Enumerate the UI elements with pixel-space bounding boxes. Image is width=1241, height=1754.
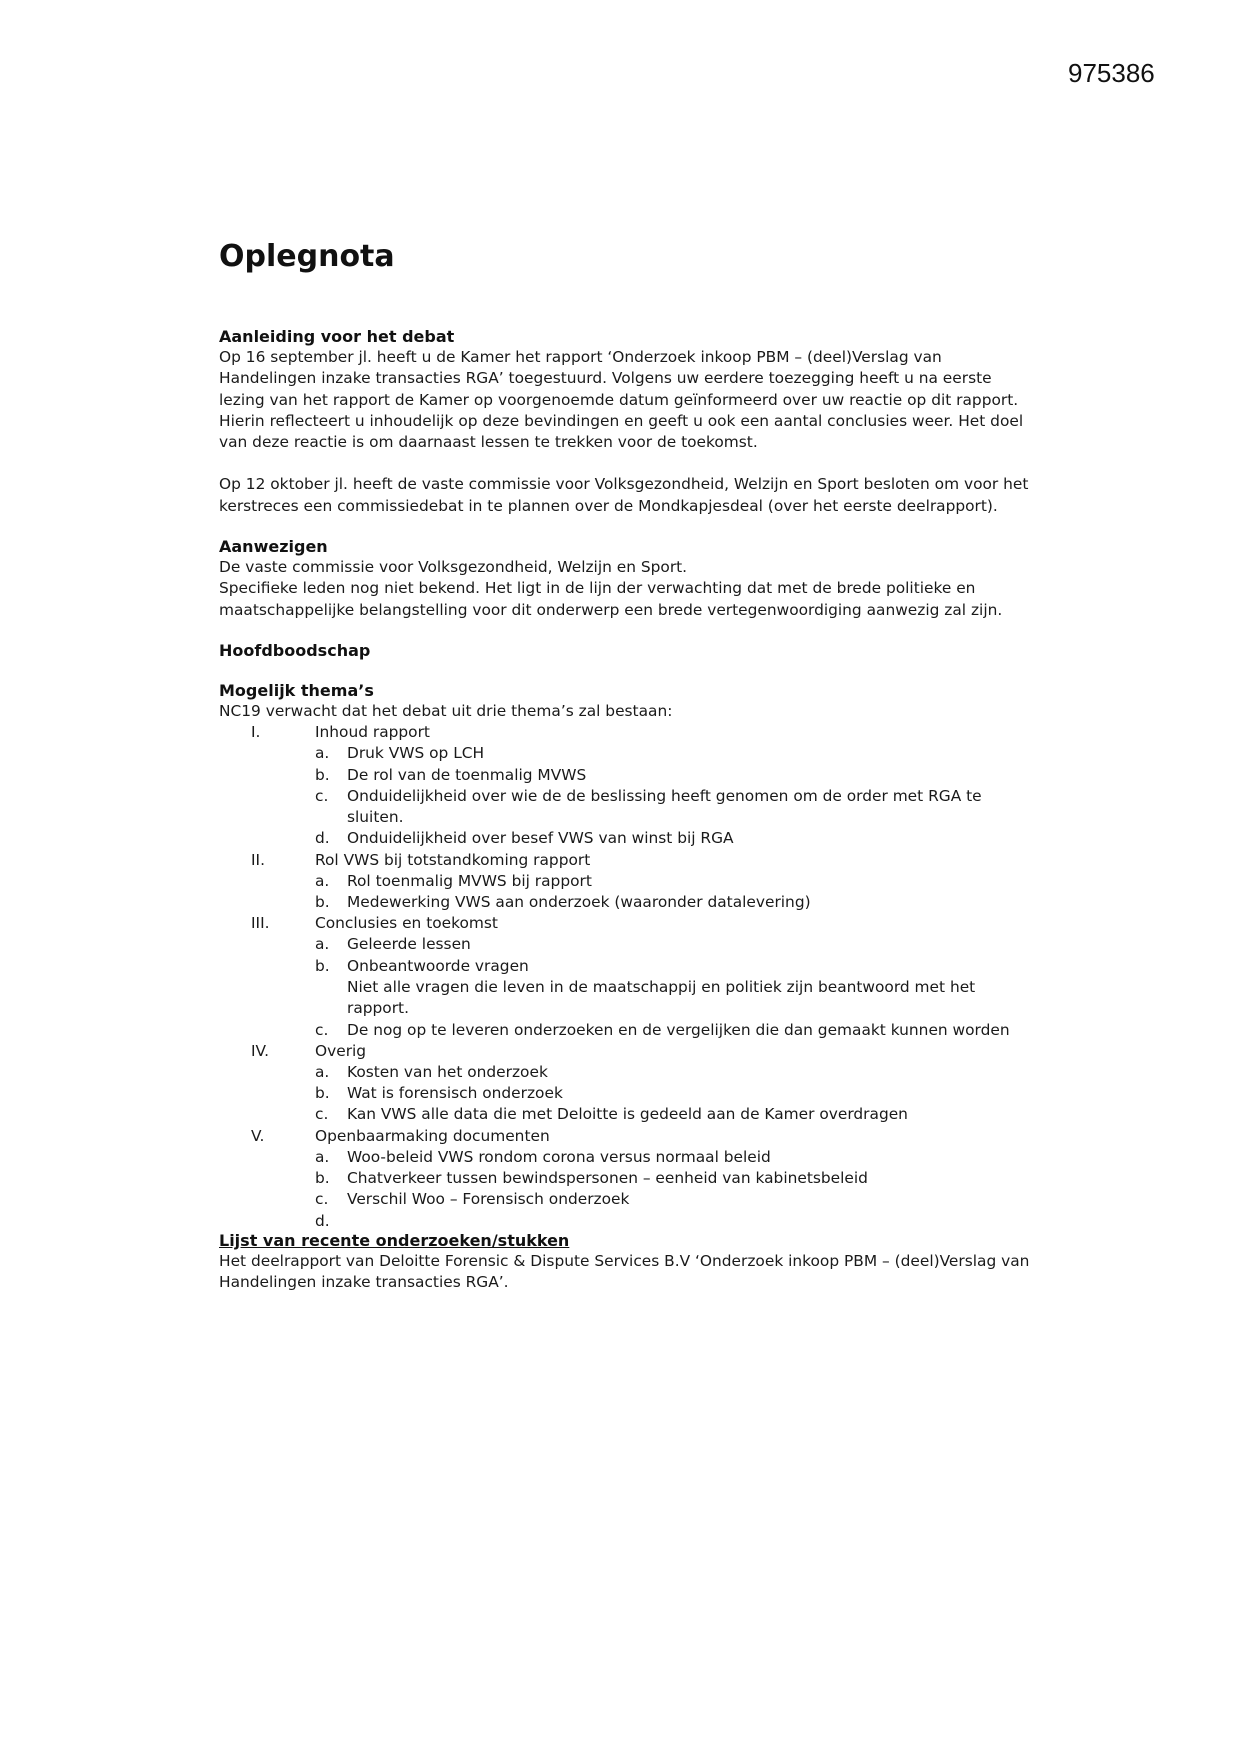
subtheme-text: Verschil Woo – Forensisch onderzoek: [347, 1190, 630, 1209]
subtheme-list: [315, 1147, 1039, 1230]
theme-label: Rol VWS bij totstandkoming rapport: [315, 850, 591, 869]
subtheme-text: Chatverkeer tussen bewindspersonen – eenheid van kabinetsbeleid: [347, 1169, 868, 1188]
subtheme-item: [315, 892, 1039, 913]
subtheme-text: De rol van de toenmalig MVWS: [347, 765, 587, 784]
subtheme-letter: c.: [315, 1190, 329, 1209]
subtheme-letter: b.: [315, 1084, 330, 1103]
section-gap: [219, 621, 1039, 640]
heading-themas: Mogelijk thema’s: [219, 680, 374, 700]
subtheme-letter: a.: [315, 744, 330, 763]
aanleiding-paragraph-1: Op 16 september jl. heeft u de Kamer het rapport ‘Onderzoek inkoop PBM – (deel)Verslag van Handelingen inzake transacties RGA’ toegestuurd. Volgens uw eerdere toezegging heeft u na eerste lezing van het rapport de Kamer op voorgenoemde datum geïnformeerd over uw reactie op dit rapport. Hierin reflecteert u inhoudelijk op deze bevindingen en geeft u ook een aantal conclusies weer. Het doel van deze reactie is om daarnaast lessen te trekken voor de toekomst.: [219, 348, 1024, 452]
subtheme-text: Wat is forensisch onderzoek: [347, 1084, 563, 1103]
title-spacer: [219, 278, 1039, 326]
subtheme-text: Druk VWS op LCH: [347, 744, 485, 763]
subtheme-item: [315, 828, 1039, 849]
lijst-paragraph: Het deelrapport van Deloitte Forensic & Dispute Services B.V ‘Onderzoek inkoop PBM – (deel)Verslag van Handelingen inzake transacties RGA’.: [219, 1251, 1030, 1291]
subtheme-item: [315, 934, 1039, 955]
subtheme-item: [315, 743, 1039, 764]
subtheme-letter: b.: [315, 765, 330, 784]
subtheme-letter: b.: [315, 893, 330, 912]
subtheme-letter: b.: [315, 1169, 330, 1188]
subtheme-text: Onduidelijkheid over wie de de beslissing heeft genomen om de order met RGA te sluiten.: [347, 786, 982, 827]
subtheme-item: [315, 1083, 1039, 1104]
subtheme-letter: b.: [315, 956, 330, 975]
subtheme-letter: d.: [315, 1211, 330, 1230]
subtheme-text: De nog op te leveren onderzoeken en de vergelijken die dan gemaakt kunnen worden: [347, 1020, 1010, 1039]
subtheme-text: Rol toenmalig MVWS bij rapport: [347, 871, 592, 890]
subtheme-list: [315, 871, 1039, 914]
aanleiding-paragraph-2: Op 12 oktober jl. heeft de vaste commissie voor Volksgezondheid, Welzijn en Sport besloten om voor het kerstreces een commissiedebat in te plannen over de Mondkapjesdeal (over het eerste deelrapport).: [219, 475, 1029, 515]
theme-number: IV.: [251, 1041, 269, 1060]
subtheme-list: [315, 1062, 1039, 1126]
theme-item: [219, 913, 1039, 1040]
heading-lijst: Lijst van recente onderzoeken/stukken: [219, 1230, 570, 1250]
subtheme-item: [315, 871, 1039, 892]
subtheme-item: [315, 1020, 1039, 1041]
theme-number: II.: [251, 850, 265, 869]
subtheme-item: [315, 1168, 1039, 1189]
subtheme-letter: c.: [315, 786, 329, 805]
theme-number: I.: [251, 723, 261, 742]
subtheme-letter: a.: [315, 935, 330, 954]
theme-item: [219, 850, 1039, 914]
subtheme-item: [315, 1062, 1039, 1083]
theme-label: Conclusies en toekomst: [315, 914, 498, 933]
theme-number: III.: [251, 914, 270, 933]
themas-list: [219, 722, 1039, 1230]
subtheme-note: Niet alle vragen die leven in de maatschappij en politiek zijn beantwoord met het rapport.: [347, 977, 976, 1018]
subtheme-item: [315, 1189, 1039, 1210]
heading-hoofdboodschap: Hoofdboodschap: [219, 640, 371, 660]
subtheme-text: Kan VWS alle data die met Deloitte is gedeeld aan de Kamer overdragen: [347, 1105, 908, 1124]
theme-label: Inhoud rapport: [315, 723, 430, 742]
section-gap: [219, 661, 1039, 680]
heading-aanwezigen: Aanwezigen: [219, 537, 328, 557]
section-gap: [219, 517, 1039, 536]
subtheme-list: [315, 934, 1039, 1040]
subtheme-letter: d.: [315, 829, 330, 848]
subtheme-letter: a.: [315, 1147, 330, 1166]
subtheme-text: Onduidelijkheid over besef VWS van winst bij RGA: [347, 829, 734, 848]
theme-label: Overig: [315, 1041, 367, 1060]
themas-intro: NC19 verwacht dat het debat uit drie thema’s zal bestaan:: [219, 701, 673, 720]
paragraph-gap: [219, 453, 1039, 474]
subtheme-item: [315, 1104, 1039, 1125]
subtheme-text: Geleerde lessen: [347, 935, 471, 954]
theme-item: [219, 1126, 1039, 1230]
theme-number: V.: [251, 1126, 265, 1145]
subtheme-item: [315, 765, 1039, 786]
document-body: [219, 236, 1039, 1293]
aanwezigen-paragraph-2: Specifieke leden nog niet bekend. Het ligt in de lijn der verwachting dat met de brede politieke en maatschappelijke belangstelling voor dit onderwerp een brede vertegenwoordiging aanwezig zal zijn.: [219, 579, 1003, 619]
subtheme-item: [315, 786, 1039, 829]
section-gap: [219, 1211, 1039, 1230]
page-title: Oplegnota: [219, 239, 395, 274]
subtheme-list: [315, 743, 1039, 849]
subtheme-text: Kosten van het onderzoek: [347, 1062, 548, 1081]
subtheme-text: Woo-beleid VWS rondom corona versus normaal beleid: [347, 1147, 771, 1166]
subtheme-letter: c.: [315, 1020, 329, 1039]
theme-item: [219, 722, 1039, 849]
theme-label: Openbaarmaking documenten: [315, 1126, 550, 1145]
subtheme-item: [315, 1147, 1039, 1168]
subtheme-letter: a.: [315, 871, 330, 890]
aanwezigen-paragraph-1: De vaste commissie voor Volksgezondheid, Welzijn en Sport.: [219, 558, 688, 577]
theme-item: [219, 1041, 1039, 1126]
subtheme-item: [315, 956, 1039, 1020]
subtheme-text: Onbeantwoorde vragen: [347, 956, 529, 975]
document-number: 975386: [1068, 58, 1155, 88]
subtheme-letter: c.: [315, 1105, 329, 1124]
subtheme-letter: a.: [315, 1062, 330, 1081]
subtheme-text: Medewerking VWS aan onderzoek (waaronder datalevering): [347, 893, 811, 912]
heading-aanleiding: Aanleiding voor het debat: [219, 327, 455, 346]
